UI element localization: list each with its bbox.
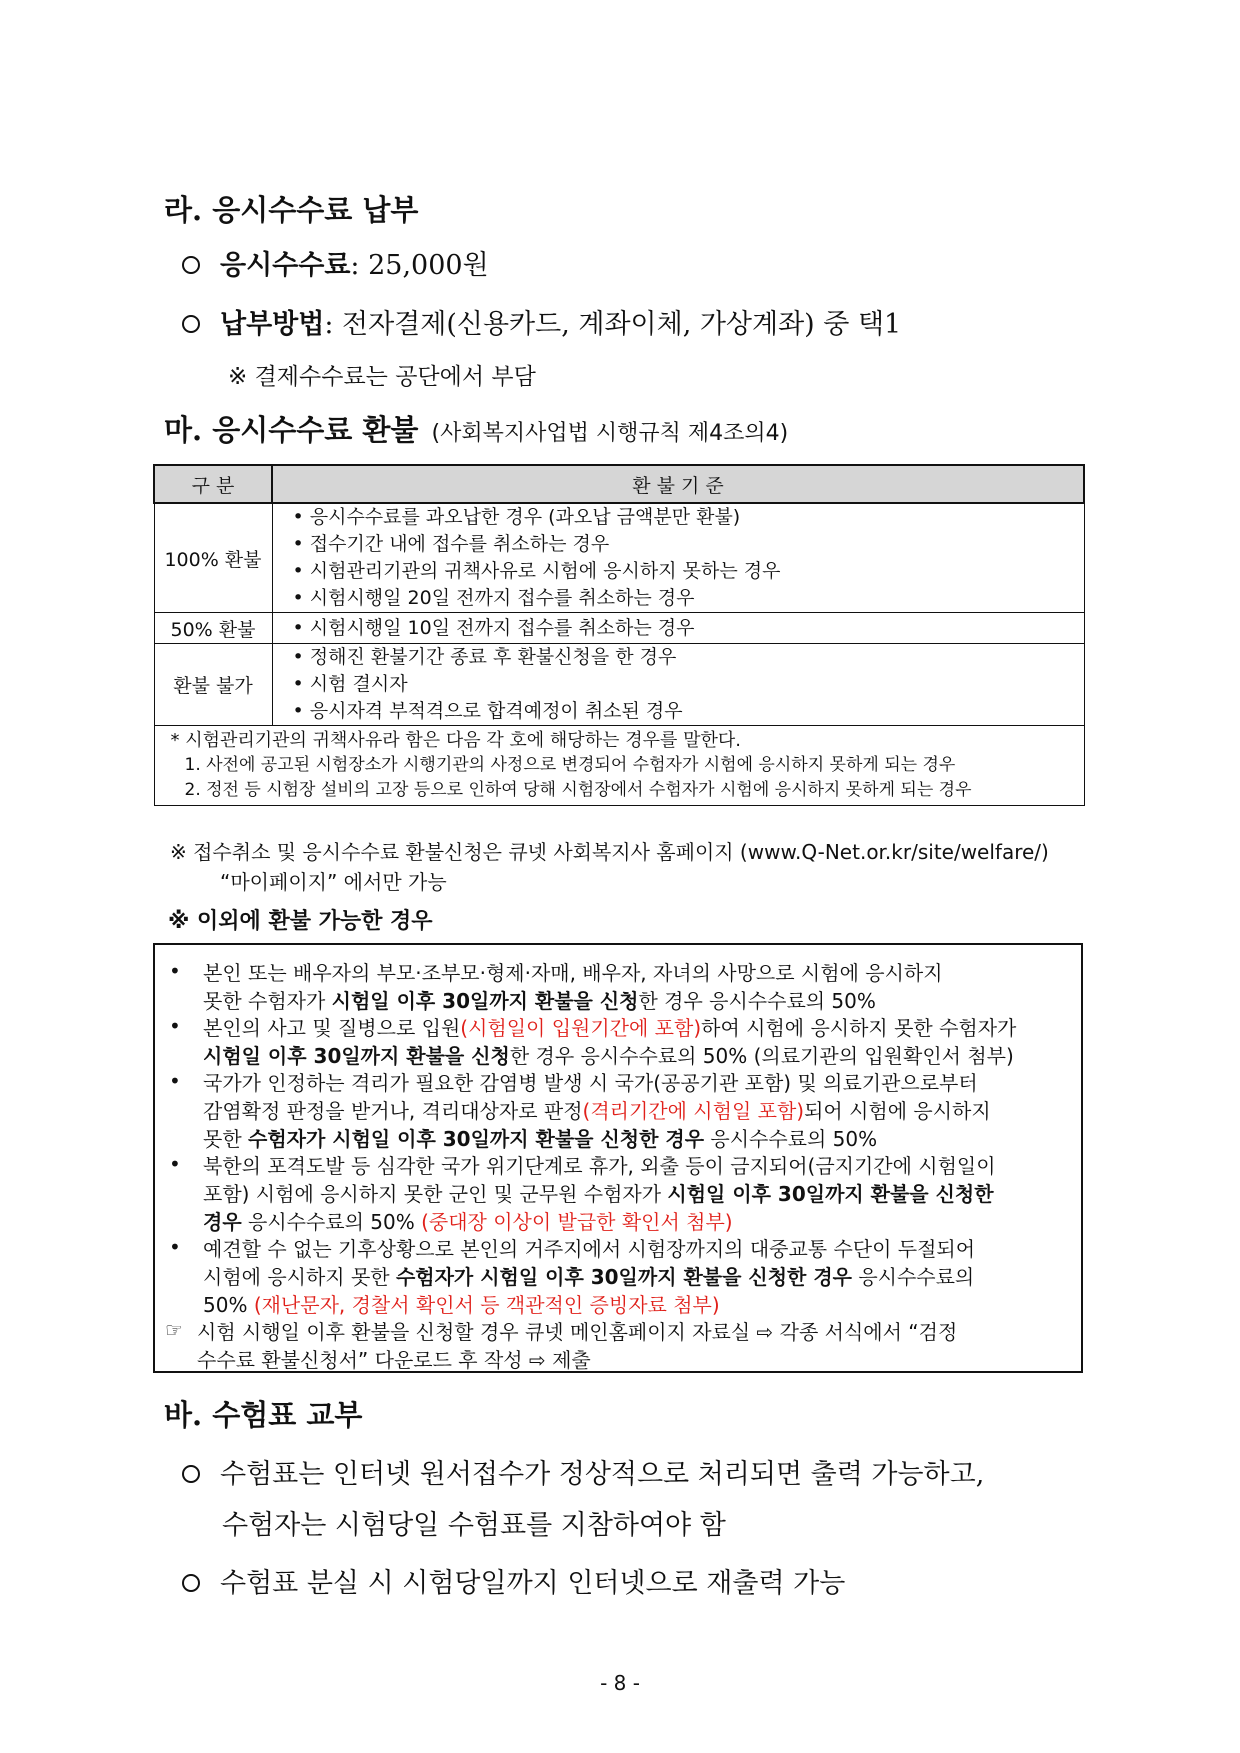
table-row <box>154 503 1084 613</box>
refund-table-header <box>154 465 1084 503</box>
footnote-item-1: 1. 사전에 공고된 시험장소가 시행기관의 사정으로 변경되어 수험자가 시험에 응시하지 못하게 되는 경우 <box>184 755 956 775</box>
payment-fee-note: ※ 결제수수료는 공단에서 부담 <box>228 364 536 390</box>
row-criteria <box>272 503 1084 613</box>
bullet-dot: • <box>169 1069 181 1093</box>
section-ba-title: 바. 수험표 교부 <box>164 1398 363 1432</box>
criteria-item: • 시험시행일 10일 전까지 접수를 취소하는 경우 <box>292 617 695 639</box>
case5-line2: 시험에 응시하지 못한 수험자가 시험일 이후 30일까지 환불을 신청한 경우 응시수수료의 <box>203 1265 975 1289</box>
bullet-dot: • <box>169 1235 181 1259</box>
header-category: 구 분 <box>154 465 272 503</box>
footnote-intro: * 시험관리기관의 귀책사유라 함은 다음 각 호에 해당하는 경우를 말한다. <box>170 730 741 751</box>
refund-notice-line2: “마이페이지” 에서만 가능 <box>220 870 447 894</box>
bullet-dot: • <box>169 1014 181 1038</box>
criteria-item: • 시험시행일 20일 전까지 접수를 취소하는 경우 <box>292 587 695 609</box>
case5-line1: 예견할 수 없는 기후상황으로 본인의 거주지에서 시험장까지의 대중교통 수단이 두절되어 <box>203 1237 976 1261</box>
circle-bullet-icon <box>182 315 200 333</box>
criteria-item: • 정해진 환불기간 종료 후 환불신청을 한 경우 <box>292 646 677 668</box>
header-criteria: 환 불 기 준 <box>272 465 1084 503</box>
fee-label: 응시수수료 <box>220 250 351 281</box>
row-criteria <box>272 613 1084 644</box>
case4-line2: 포함) 시험에 응시하지 못한 군인 및 군무원 수험자가 시험일 이후 30일까지 환불을 신청한 <box>203 1182 994 1206</box>
fee-value: : 25,000원 <box>350 250 489 281</box>
bullet-dot: • <box>169 1152 181 1176</box>
criteria-item: • 접수기간 내에 접수를 취소하는 경우 <box>292 533 610 555</box>
table-row <box>154 644 1084 726</box>
criteria-item: • 시험 결시자 <box>292 673 408 695</box>
tip-line2: 수수료 환불신청서” 다운로드 후 작성 ⇨ 제출 <box>197 1348 591 1372</box>
fee-line <box>182 243 489 282</box>
section-ma-subtitle: (사회복지사업법 시행규칙 제4조의4) <box>431 421 789 446</box>
criteria-item: • 응시수수료를 과오납한 경우 (과오납 금액분만 환불) <box>292 506 741 528</box>
row-criteria <box>272 644 1084 726</box>
pointing-hand-icon: ☞ <box>165 1318 183 1342</box>
section-ma-title: 마. 응시수수료 환불 <box>164 413 419 447</box>
payment-method-line <box>182 302 901 341</box>
ticket-item1-line1: 수험표는 인터넷 원서접수가 정상적으로 처리되면 출력 가능하고, <box>182 1452 984 1491</box>
ticket-item1-line2: 수험자는 시험당일 수험표를 지참하여야 함 <box>222 1510 726 1541</box>
row-category: 50% 환불 <box>154 613 272 644</box>
refund-notice-line1: ※ 접수취소 및 응시수수료 환불신청은 큐넷 사회복지사 홈페이지 (www.Q-Net.or.kr/site/welfare/) <box>170 840 1049 864</box>
refund-table <box>153 464 1085 806</box>
case3-line3: 못한 수험자가 시험일 이후 30일까지 환불을 신청한 경우 응시수수료의 50% <box>203 1127 878 1151</box>
circle-bullet-icon <box>182 1465 200 1483</box>
criteria-item: • 시험관리기관의 귀책사유로 시험에 응시하지 못하는 경우 <box>292 560 781 582</box>
case4-line3: 경우 응시수수료의 50% (중대장 이상이 발급한 확인서 첨부) <box>203 1210 733 1234</box>
row-category: 100% 환불 <box>154 503 272 613</box>
other-refund-cases-box <box>153 943 1083 1373</box>
case5-line3: 50% (재난문자, 경찰서 확인서 등 객관적인 증빙자료 첨부) <box>203 1293 720 1317</box>
table-row <box>154 613 1084 644</box>
case1-line2: 못한 수험자가 시험일 이후 30일까지 환불을 신청한 경우 응시수수료의 50% <box>203 989 876 1013</box>
payment-method-label: 납부방법 <box>220 309 325 340</box>
footnote-item-2: 2. 정전 등 시험장 설비의 고장 등으로 인하여 당해 시험장에서 수험자가 시험에 응시하지 못하게 되는 경우 <box>184 780 972 800</box>
tip-line1: 시험 시행일 이후 환불을 신청할 경우 큐넷 메인홈페이지 자료실 ⇨ 각종 서식에서 “검정 <box>197 1320 958 1344</box>
section-ma-heading <box>164 408 788 449</box>
page-number: - 8 - <box>600 1671 640 1695</box>
row-category: 환불 불가 <box>154 644 272 726</box>
case3-line1: 국가가 인정하는 격리가 필요한 감염병 발생 시 국가(공공기관 포함) 및 의료기관으로부터 <box>203 1071 978 1095</box>
case1-line1: 본인 또는 배우자의 부모·조부모·형제·자매, 배우자, 자녀의 사망으로 시험에 응시하지 <box>203 961 943 985</box>
case2-line1: 본인의 사고 및 질병으로 입원(시험일이 입원기간에 포함)하여 시험에 응시하지 못한 수험자가 <box>203 1016 1017 1040</box>
circle-bullet-icon <box>182 256 200 274</box>
payment-method-value: : 전자결제(신용카드, 계좌이체, 가상계좌) 중 택1 <box>324 309 902 340</box>
table-footnote-row <box>154 726 1084 806</box>
case4-line1: 북한의 포격도발 등 심각한 국가 위기단계로 휴가, 외출 등이 금지되어(금지기간에 시험일이 <box>203 1154 996 1178</box>
other-cases-title: ※ 이외에 환불 가능한 경우 <box>168 909 433 934</box>
section-ra-title: 라. 응시수수료 납부 <box>164 193 419 227</box>
criteria-item: • 응시자격 부적격으로 합격예정이 취소된 경우 <box>292 700 683 722</box>
case3-line2: 감염확정 판정을 받거나, 격리대상자로 판정(격리기간에 시험일 포함)되어 시험에 응시하지 <box>203 1099 991 1123</box>
case2-line2: 시험일 이후 30일까지 환불을 신청한 경우 응시수수료의 50% (의료기관의 입원확인서 첨부) <box>203 1044 1014 1068</box>
bullet-dot: • <box>169 959 181 983</box>
ticket-item2: 수험표 분실 시 시험당일까지 인터넷으로 재출력 가능 <box>182 1561 845 1600</box>
circle-bullet-icon <box>182 1574 200 1592</box>
table-footnote <box>154 726 1084 806</box>
